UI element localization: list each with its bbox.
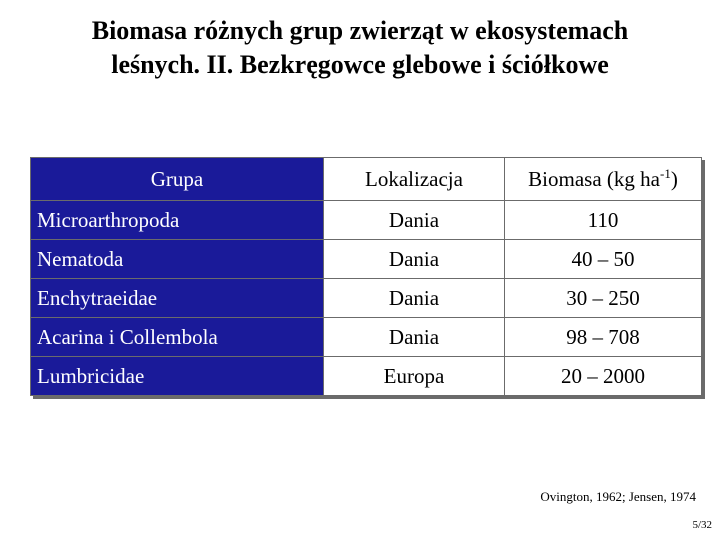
cell-lokalizacja: Dania [324, 318, 505, 357]
cell-biomasa: 20 – 2000 [505, 357, 702, 396]
table-row [31, 357, 702, 396]
header-biomasa-prefix: Biomasa (kg ha [528, 166, 660, 191]
table-row [31, 201, 702, 240]
cell-biomasa: 40 – 50 [505, 240, 702, 279]
table-row [31, 279, 702, 318]
cell-grupa: Microarthropoda [31, 201, 324, 240]
cell-biomasa: 110 [505, 201, 702, 240]
cell-grupa: Enchytraeidae [31, 279, 324, 318]
table-header-row [31, 158, 702, 201]
title-line-1: Biomasa różnych grup zwierząt w ekosystemach [91, 16, 629, 45]
header-biomasa [505, 158, 702, 201]
header-biomasa-suffix: ) [670, 166, 678, 191]
cell-biomasa: 30 – 250 [505, 279, 702, 318]
header-biomasa-exponent: -1 [659, 165, 671, 181]
header-lokalizacja: Lokalizacja [324, 158, 505, 201]
biomass-table [30, 157, 702, 396]
table-row [31, 318, 702, 357]
cell-lokalizacja: Dania [324, 279, 505, 318]
cell-lokalizacja: Europa [324, 357, 505, 396]
cell-lokalizacja: Dania [324, 201, 505, 240]
page-number: 5/32 [692, 519, 712, 531]
cell-grupa: Nematoda [31, 240, 324, 279]
title-line-2: leśnych. II. Bezkręgowce glebowe i ściółkowe [111, 50, 609, 79]
cell-lokalizacja: Dania [324, 240, 505, 279]
cell-grupa: Acarina i Collembola [31, 318, 324, 357]
cell-grupa: Lumbricidae [31, 357, 324, 396]
biomass-table-container [30, 157, 702, 396]
table-row [31, 240, 702, 279]
source-citation: Ovington, 1962; Jensen, 1974 [540, 489, 696, 504]
cell-biomasa: 98 – 708 [505, 318, 702, 357]
header-grupa: Grupa [31, 158, 324, 201]
slide-title [40, 14, 680, 82]
